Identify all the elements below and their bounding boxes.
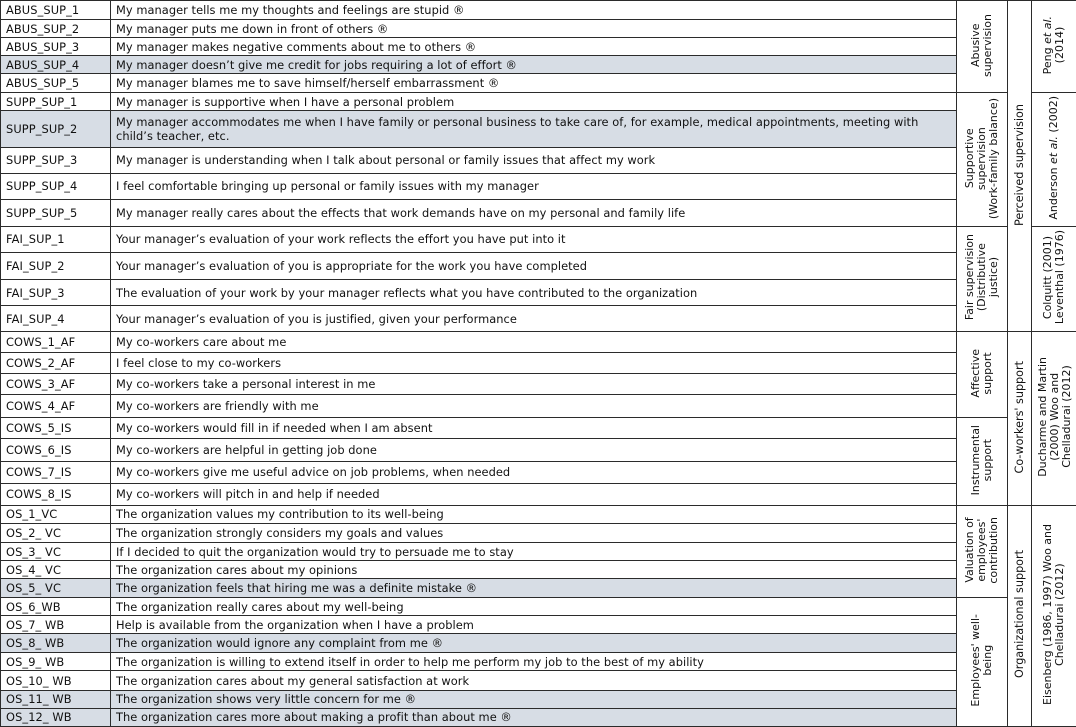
- item-text: My co-workers will pitch in and help if needed: [111, 483, 957, 505]
- table-row: [1, 252, 1076, 279]
- reference-abusive: Peng et al. (2014): [1032, 1, 1076, 93]
- item-text: The organization values my contribution to its well-being: [111, 505, 957, 523]
- item-text: My co-workers take a personal interest in me: [111, 374, 957, 395]
- table-row: [1, 543, 1076, 561]
- item-text: Your manager’s evaluation of your work reflects the effort you have put into it: [111, 226, 957, 252]
- item-code: OS_7_ WB: [1, 616, 111, 634]
- item-text: My manager is supportive when I have a personal problem: [111, 93, 957, 111]
- table-row: [1, 111, 1076, 147]
- table-row: [1, 173, 1076, 199]
- item-text: My co-workers care about me: [111, 332, 957, 353]
- item-text: My manager is understanding when I talk about personal or family issues that affect my work: [111, 147, 957, 173]
- item-code: COWS_6_IS: [1, 438, 111, 461]
- table-row: [1, 561, 1076, 579]
- item-code: SUPP_SUP_3: [1, 147, 111, 173]
- item-text: The organization shows very little concern for me ®: [111, 690, 957, 708]
- reference-coworkers: Ducharme and Martin (2000) Woo and Chelladurai (2012): [1032, 332, 1076, 506]
- item-text: My manager blames me to save himself/herself embarrassment ®: [111, 74, 957, 93]
- item-code: COWS_4_AF: [1, 395, 111, 417]
- table-row: [1, 579, 1076, 598]
- item-code: FAI_SUP_2: [1, 252, 111, 279]
- table-row: [1, 332, 1076, 353]
- item-code: OS_12_ WB: [1, 708, 111, 726]
- item-code: COWS_1_AF: [1, 332, 111, 353]
- reference-supportive: Anderson et al. (2002): [1032, 93, 1076, 227]
- table-row: [1, 147, 1076, 173]
- table-row: [1, 56, 1076, 74]
- table-row: [1, 505, 1076, 523]
- item-text: I feel close to my co-workers: [111, 353, 957, 374]
- table-row: [1, 523, 1076, 542]
- subdimension-abusive-supervision: Abusive supervision: [957, 1, 1008, 93]
- reference-organizational: Eisenberg (1986, 1997) Woo and Chelladurai (2012): [1032, 505, 1076, 726]
- item-text: The evaluation of your work by your manager reflects what you have contributed to the organization: [111, 280, 957, 306]
- item-code: OS_1_VC: [1, 505, 111, 523]
- subdimension-fair-supervision: Fair supervision (Distributive justice): [957, 226, 1008, 331]
- table-row: [1, 199, 1076, 226]
- construct-perceived-supervision: Perceived supervision: [1008, 1, 1032, 332]
- item-code: FAI_SUP_1: [1, 226, 111, 252]
- table-row: [1, 74, 1076, 93]
- item-text: My co-workers would fill in if needed when I am absent: [111, 417, 957, 438]
- table-row: [1, 395, 1076, 417]
- subdimension-valuation-of-contribution: Valuation of employees' contribution: [957, 505, 1008, 597]
- table-row: [1, 417, 1076, 438]
- item-code: SUPP_SUP_2: [1, 111, 111, 147]
- item-code: ABUS_SUP_1: [1, 1, 111, 20]
- item-code: OS_5_ VC: [1, 579, 111, 598]
- item-text: My co-workers are friendly with me: [111, 395, 957, 417]
- item-code: OS_6_WB: [1, 598, 111, 616]
- table-row: [1, 461, 1076, 483]
- table-row: [1, 1, 1076, 20]
- item-text: The organization strongly considers my goals and values: [111, 523, 957, 542]
- item-code: ABUS_SUP_5: [1, 74, 111, 93]
- reference-fair: Colquitt (2001) Leventhal (1976): [1032, 226, 1076, 331]
- subdimension-instrumental-support: Instrumental support: [957, 417, 1008, 505]
- item-code: SUPP_SUP_4: [1, 173, 111, 199]
- item-text: My manager really cares about the effects that work demands have on my personal and family life: [111, 199, 957, 226]
- item-code: COWS_7_IS: [1, 461, 111, 483]
- item-text: Your manager’s evaluation of you is justified, given your performance: [111, 306, 957, 332]
- table-row: [1, 306, 1076, 332]
- table-row: [1, 38, 1076, 56]
- item-code: SUPP_SUP_1: [1, 93, 111, 111]
- item-text: My manager doesn’t give me credit for jobs requiring a lot of effort ®: [111, 56, 957, 74]
- item-text: Your manager’s evaluation of you is appropriate for the work you have completed: [111, 252, 957, 279]
- table-row: [1, 20, 1076, 38]
- table-row: [1, 483, 1076, 505]
- table-row: [1, 226, 1076, 252]
- item-code: OS_2_ VC: [1, 523, 111, 542]
- table-row: [1, 280, 1076, 306]
- subdimension-affective-support: Affective support: [957, 332, 1008, 417]
- item-code: OS_4_ VC: [1, 561, 111, 579]
- item-text: The organization is willing to extend itself in order to help me perform my job to the best of my ability: [111, 653, 957, 671]
- item-text: If I decided to quit the organization would try to persuade me to stay: [111, 543, 957, 561]
- item-text: The organization cares more about making a profit than about me ®: [111, 708, 957, 726]
- item-code: ABUS_SUP_4: [1, 56, 111, 74]
- table-row: [1, 653, 1076, 671]
- item-text: The organization really cares about my well-being: [111, 598, 957, 616]
- item-text: My manager accommodates me when I have family or personal business to take care of, for example, medical appointments, meeting with child’s teacher, etc.: [111, 111, 957, 147]
- table-row: [1, 374, 1076, 395]
- item-code: ABUS_SUP_2: [1, 20, 111, 38]
- item-text: The organization feels that hiring me was a definite mistake ®: [111, 579, 957, 598]
- item-code: OS_10_ WB: [1, 671, 111, 690]
- item-text: My manager tells me my thoughts and feelings are stupid ®: [111, 1, 957, 20]
- item-code: OS_9_ WB: [1, 653, 111, 671]
- subdimension-employees-well-being: Employees' well- being: [957, 598, 1008, 727]
- item-text: My co-workers give me useful advice on job problems, when needed: [111, 461, 957, 483]
- item-code: ABUS_SUP_3: [1, 38, 111, 56]
- table-row: [1, 634, 1076, 653]
- table-row: [1, 671, 1076, 690]
- item-code: OS_3_ VC: [1, 543, 111, 561]
- item-code: SUPP_SUP_5: [1, 199, 111, 226]
- table-row: [1, 690, 1076, 708]
- item-code: FAI_SUP_3: [1, 280, 111, 306]
- item-text: My manager makes negative comments about me to others ®: [111, 38, 957, 56]
- table-row: [1, 93, 1076, 111]
- item-code: OS_11_ WB: [1, 690, 111, 708]
- table-row: [1, 353, 1076, 374]
- item-text: The organization cares about my opinions: [111, 561, 957, 579]
- subdimension-supportive-supervision: Supportive supervision (Work-family balance): [957, 93, 1008, 227]
- item-text: My manager puts me down in front of others ®: [111, 20, 957, 38]
- table-row: [1, 438, 1076, 461]
- construct-organizational-support: Organizational support: [1008, 505, 1032, 726]
- item-code: COWS_5_IS: [1, 417, 111, 438]
- item-code: OS_8_ WB: [1, 634, 111, 653]
- item-code: COWS_3_AF: [1, 374, 111, 395]
- table-row: [1, 708, 1076, 726]
- item-text: The organization would ignore any complaint from me ®: [111, 634, 957, 653]
- item-code: COWS_2_AF: [1, 353, 111, 374]
- item-code: FAI_SUP_4: [1, 306, 111, 332]
- item-text: The organization cares about my general satisfaction at work: [111, 671, 957, 690]
- table-row: [1, 616, 1076, 634]
- item-text: I feel comfortable bringing up personal or family issues with my manager: [111, 173, 957, 199]
- table-row: [1, 598, 1076, 616]
- item-code: COWS_8_IS: [1, 483, 111, 505]
- item-text: Help is available from the organization when I have a problem: [111, 616, 957, 634]
- construct-coworkers-support: Co-workers' support: [1008, 332, 1032, 506]
- item-text: My co-workers are helpful in getting job done: [111, 438, 957, 461]
